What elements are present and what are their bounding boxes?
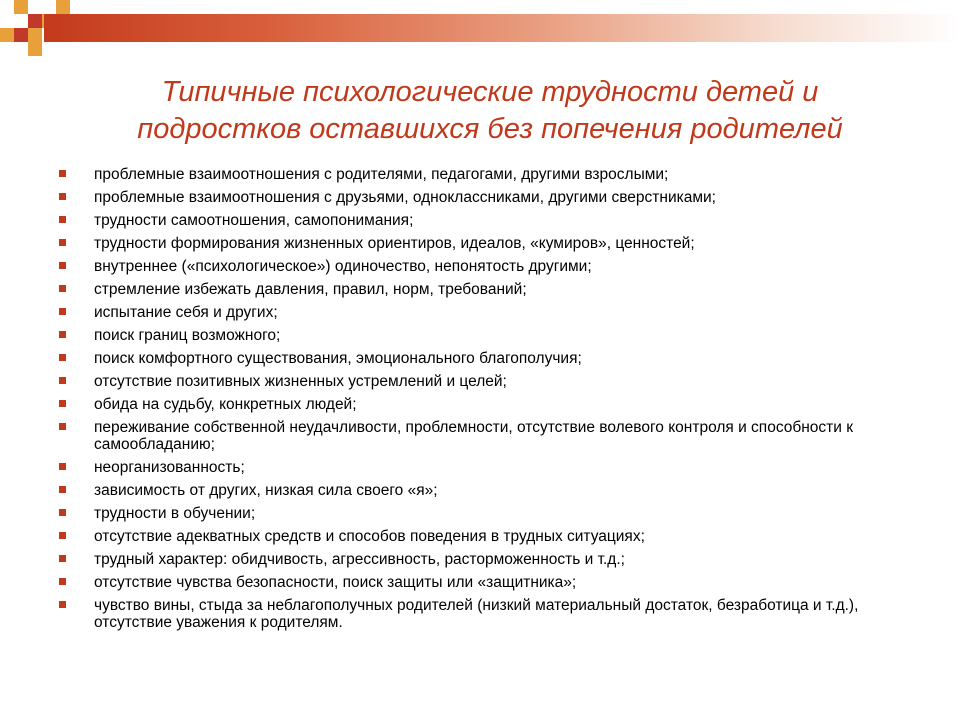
list-item-text: отсутствие чувства безопасности, поиск защиты или «защитника»; — [94, 574, 577, 591]
list-item-text: проблемные взаимоотношения с друзьями, одноклассниками, другими сверстниками; — [94, 189, 716, 206]
list-item-text: внутреннее («психологическое») одиночество, непонятость другими; — [94, 258, 592, 275]
list-item-text: стремление избежать давления, правил, норм, требований; — [94, 281, 527, 298]
header-gradient-bar — [44, 14, 960, 42]
difficulties-list — [58, 166, 918, 637]
list-item — [58, 528, 918, 545]
square-bullet-icon — [59, 193, 66, 200]
deco-square — [28, 42, 42, 56]
list-item-text: чувство вины, стыда за неблагополучных родителей (низкий материальный достаток, безработица и т.д.), отсутствие уважения к родителям. — [94, 597, 859, 631]
slide-title — [80, 74, 900, 148]
list-item — [58, 597, 918, 631]
square-bullet-icon — [59, 216, 66, 223]
list-item-text: отсутствие адекватных средств и способов поведения в трудных ситуациях; — [94, 528, 645, 545]
square-bullet-icon — [59, 532, 66, 539]
deco-square — [56, 0, 70, 14]
square-bullet-icon — [59, 354, 66, 361]
list-item — [58, 574, 918, 591]
list-item — [58, 373, 918, 390]
list-item-text: проблемные взаимоотношения с родителями, педагогами, другими взрослыми; — [94, 166, 669, 183]
deco-square — [0, 28, 14, 42]
square-bullet-icon — [59, 377, 66, 384]
square-bullet-icon — [59, 400, 66, 407]
list-item — [58, 350, 918, 367]
list-item-text: трудности самоотношения, самопонимания; — [94, 212, 414, 229]
square-bullet-icon — [59, 509, 66, 516]
list-item — [58, 459, 918, 476]
square-bullet-icon — [59, 170, 66, 177]
title-line-1: Типичные психологические трудности детей и — [161, 76, 819, 108]
deco-square — [14, 0, 28, 14]
list-item-text: трудный характер: обидчивость, агрессивность, расторможенность и т.д.; — [94, 551, 625, 568]
list-item-text: переживание собственной неудачливости, проблемности, отсутствие волевого контроля и способности к самообладанию; — [94, 419, 854, 453]
list-item — [58, 281, 918, 298]
square-bullet-icon — [59, 463, 66, 470]
list-item-text: неорганизованность; — [94, 459, 245, 476]
list-item — [58, 212, 918, 229]
list-item — [58, 396, 918, 413]
list-item — [58, 551, 918, 568]
list-item — [58, 505, 918, 522]
square-bullet-icon — [59, 423, 66, 430]
list-item — [58, 189, 918, 206]
square-bullet-icon — [59, 331, 66, 338]
list-item-text: трудности в обучении; — [94, 505, 256, 522]
list-item-text: отсутствие позитивных жизненных устремлений и целей; — [94, 373, 507, 390]
list-item-text: обида на судьбу, конкретных людей; — [94, 396, 357, 413]
square-bullet-icon — [59, 601, 66, 608]
list-item-text: зависимость от других, низкая сила своего «я»; — [94, 482, 438, 499]
list-item — [58, 235, 918, 252]
list-item-text: испытание себя и других; — [94, 304, 278, 321]
square-bullet-icon — [59, 578, 66, 585]
square-bullet-icon — [59, 486, 66, 493]
square-bullet-icon — [59, 262, 66, 269]
list-item-text: поиск комфортного существования, эмоционального благополучия; — [94, 350, 582, 367]
square-bullet-icon — [59, 308, 66, 315]
square-bullet-icon — [59, 239, 66, 246]
deco-square — [14, 28, 28, 42]
list-item — [58, 258, 918, 275]
list-item-text: поиск границ возможного; — [94, 327, 281, 344]
list-item — [58, 327, 918, 344]
title-line-2: подростков оставшихся без попечения родителей — [137, 113, 843, 145]
list-item — [58, 482, 918, 499]
list-item — [58, 419, 918, 453]
square-bullet-icon — [59, 555, 66, 562]
list-item-text: трудности формирования жизненных ориентиров, идеалов, «кумиров», ценностей; — [94, 235, 695, 252]
deco-square — [28, 28, 42, 42]
list-item — [58, 304, 918, 321]
square-bullet-icon — [59, 285, 66, 292]
list-item — [58, 166, 918, 183]
